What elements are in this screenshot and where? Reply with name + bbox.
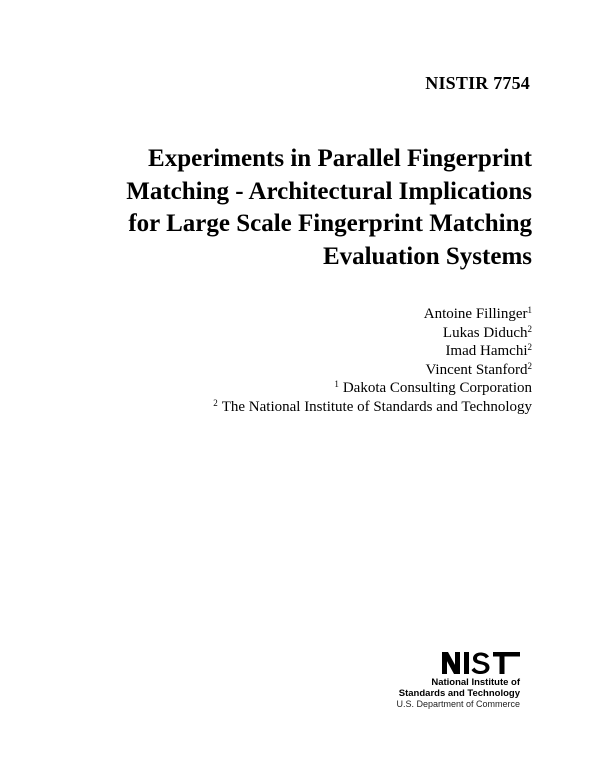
nist-logo xyxy=(442,652,520,674)
title-line: for Large Scale Fingerprint Matching xyxy=(128,210,532,237)
report-number: NISTIR 7754 xyxy=(425,73,530,93)
title-line: Evaluation Systems xyxy=(322,242,532,270)
author-affiliation-mark: 2 xyxy=(527,360,532,371)
author-row xyxy=(112,342,532,361)
affiliation-name: Dakota Consulting Corporation xyxy=(342,380,532,397)
author-name: Antoine Fillinger xyxy=(423,306,528,322)
affiliation-name: The National Institute of Standards and Technology xyxy=(221,398,532,415)
title-line: Experiments in Parallel Fingerprint xyxy=(148,145,532,172)
author-affiliation-mark: 2 xyxy=(527,323,532,334)
nist-department: U.S. Department of Commerce xyxy=(396,699,520,709)
author-row xyxy=(112,361,532,380)
affiliation-mark: 2 xyxy=(213,397,218,408)
nist-name-line: National Institute of xyxy=(431,677,520,688)
nist-name-line: Standards and Technology xyxy=(398,688,520,699)
affiliation-row xyxy=(112,379,532,398)
affiliation-mark: 1 xyxy=(334,379,339,390)
affiliation-row xyxy=(112,398,532,417)
document-title xyxy=(62,143,532,273)
author-row xyxy=(112,324,532,343)
author-affiliation-mark: 1 xyxy=(527,305,532,315)
author-name: Vincent Stanford xyxy=(425,361,528,378)
author-affiliation-mark: 2 xyxy=(527,342,532,353)
author-name: Lukas Diduch xyxy=(442,324,528,341)
title-line: Matching - Architectural Implications xyxy=(126,177,532,205)
nist-identity-block xyxy=(370,652,520,710)
author-name: Imad Hamchi xyxy=(445,343,528,360)
author-list xyxy=(112,305,532,417)
author-row xyxy=(112,305,532,324)
